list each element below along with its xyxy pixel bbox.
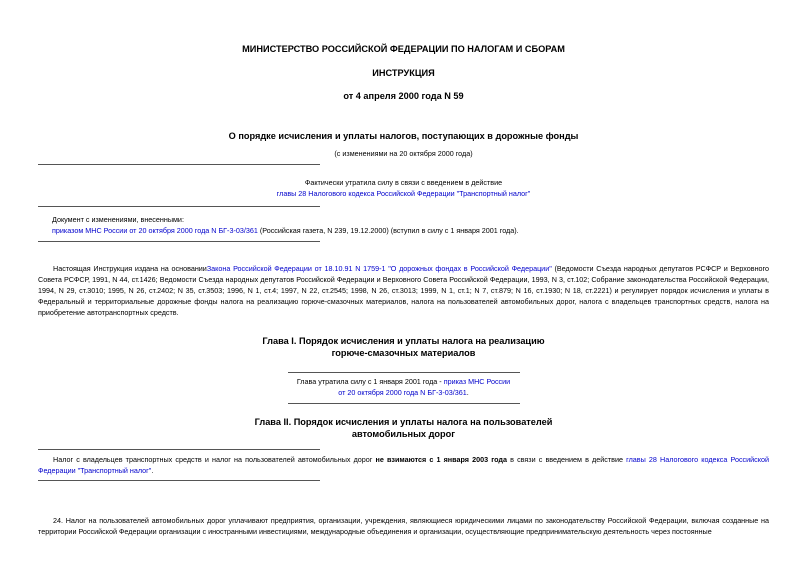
chapter-2-tax-code-link[interactable]: главы 28 Налогового кодекса Российской Федерации "Транспортный налог" [38,455,770,475]
intro-paragraph [38,263,769,318]
chapter-2-note [38,454,769,476]
divider [38,241,320,242]
chapter-2-title: Глава II. Порядок исчисления и уплаты налога на пользователей [254,417,553,427]
changes-line [52,225,772,236]
paragraph-24: 24. Налог на пользователей автомобильных дорог уплачивают предприятия, организации, учреждения, являющиеся юридическими лицами по законодательству Российской Федерации, включая созданные на территории Российской Федерации организации с иностранными инвестициями, международные объединения и организации, осуществляющие предпринимательскую деятельность через постоянные [38,516,769,536]
road-funds-law-link[interactable]: Закона Российской Федерации от 18.10.91 N 1759-1 "О дорожных фондах в Российской Федерации" [206,264,552,273]
document-type: ИНСТРУКЦИЯ [372,68,435,78]
chapter-2-note-bold: не взимаются с 1 января 2003 года [375,455,507,464]
mns-order-link[interactable]: приказом МНС России от 20 октября 2000 года N БГ-3-03/361 [52,226,258,235]
chapter-1-order-date-link[interactable]: от 20 октября 2000 года N БГ-3-03/361 [338,388,467,397]
chapter-1-subtitle: горюче-смазочных материалов [331,348,476,358]
expired-note-text: Фактически утратила силу в связи с введением в действие [304,178,503,187]
divider [38,480,320,481]
chapter-2-note-prefix: Налог с владельцев транспортных средств и налог на пользователей автомобильных дорог [53,455,376,464]
chapter-1-title: Глава I. Порядок исчисления и уплаты налога на реализацию [262,336,545,346]
changes-label: Документ с изменениями, внесенными: [52,215,184,224]
chapter-1-note-line2 [0,387,807,398]
chapter-2-note-mid: в связи с введением в действие [506,455,627,464]
tax-code-chapter-28-link[interactable]: главы 28 Налогового кодекса Российской Федерации "Транспортный налог" [276,189,531,198]
divider [38,164,320,165]
intro-text: (Ведомости Съезда народных депутатов РСФСР и Верховного Совета РСФСР, 1991, N 44, ст.1426; Ведомости Съезда народных депутатов Российской Федерации и Верховного Совета Российской Федерации, 1993, N 3, ст.102; Собрание законодательства Российской Федерации, 1994, N 29, ст.3010; 1995, N 26, ст.2402; N 35, ст.3503; 1996, N 1, ст.4; 1997, N 22, ст.2545; 1998, N 26, ст.3013; 1999, N 1, ст.1; N 7, ст.879; N 16, ст.1930; N 18, ст.2221) и регулирует порядок исчисления и уплаты в Федеральный и территориальные дорожные фонды налога на реализацию горюче-смазочных материалов, налога на пользователей автомобильных дорог, налога с владельцев транспортных средств, налога на приобретение автотранспортных средств. [38,264,769,317]
document-date: от 4 апреля 2000 года N 59 [343,91,464,101]
divider [38,449,320,450]
chapter-2-subtitle: автомобильных дорог [351,429,456,439]
divider [288,372,520,373]
changes-tail: (Российская газета, N 239, 19.12.2000) (вступил в силу с 1 января 2001 года). [257,226,519,235]
ministry-heading: МИНИСТЕРСТВО РОССИЙСКОЙ ФЕДЕРАЦИИ ПО НАЛОГАМ И СБОРАМ [242,44,565,54]
chapter-2-note-suffix: . [151,466,154,475]
amendment-note: (с изменениями на 20 октября 2000 года) [334,149,473,158]
divider [288,403,520,404]
intro-prefix: Настоящая Инструкция издана на основании [53,264,207,273]
chapter-1-note-suffix: . [466,388,469,397]
document-title: О порядке исчисления и уплаты налогов, поступающих в дорожные фонды [228,131,579,141]
chapter-1-note [0,376,807,387]
chapter-1-order-link[interactable]: приказ МНС России [443,377,511,386]
divider [38,206,320,207]
chapter-1-note-prefix: Глава утратила силу с 1 января 2001 года - [296,377,444,386]
